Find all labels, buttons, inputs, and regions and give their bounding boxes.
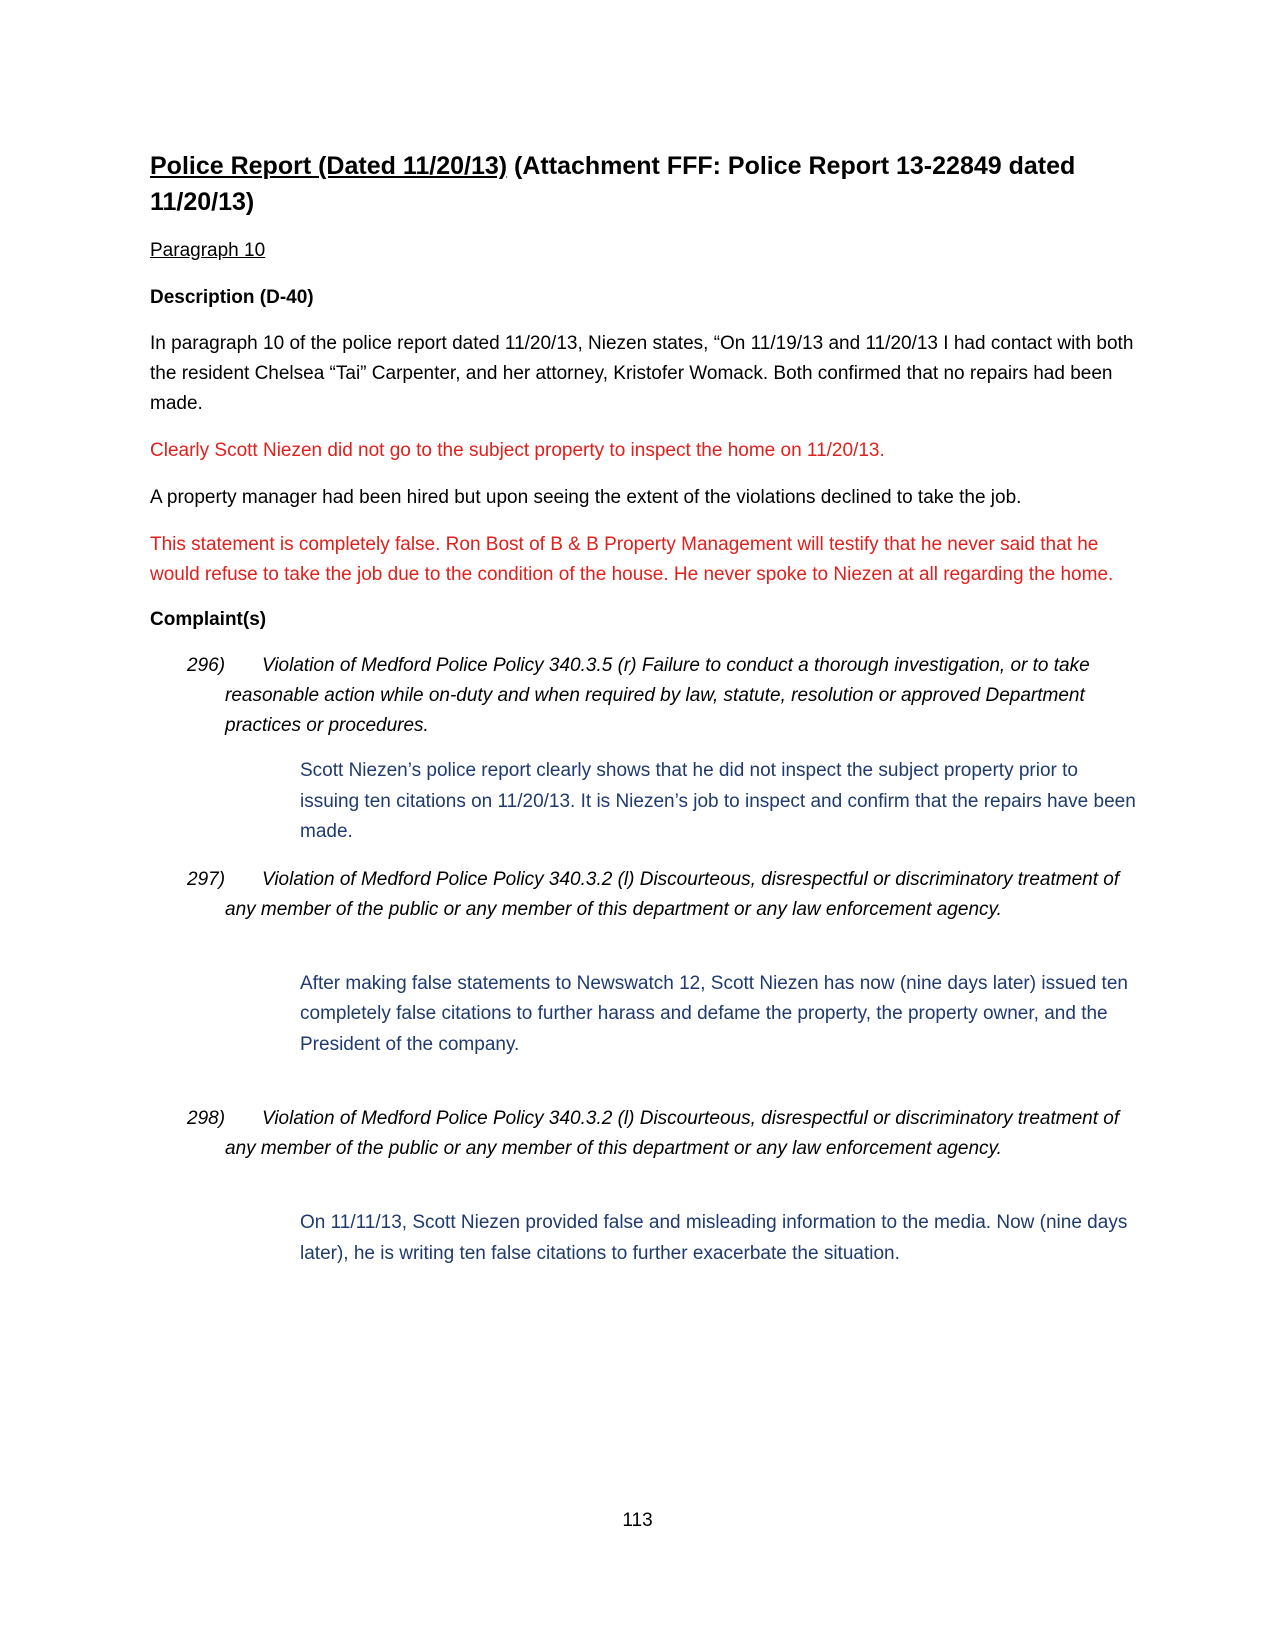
complaint-text: Violation of Medford Police Policy 340.3.2 (l) Discourteous, disrespectful or discriminatory treatment of any member of the public or any member of this department or any law enforcement agency. [225, 868, 1120, 920]
red-note-2: This statement is completely false. Ron Bost of B & B Property Management will testify that he never said that he would refuse to take the job due to the condition of the house. He never spoke to Niezen at all regarding the home. [150, 534, 1114, 585]
paragraph-label: Paragraph 10 [150, 240, 266, 261]
complaint-text: Violation of Medford Police Policy 340.3.5 (r) Failure to conduct a thorough investigation, or to take reasonable action while on-duty and when required by law, statute, resolution or approved Department practices or procedures. [225, 655, 1090, 736]
property-manager-text: A property manager had been hired but upon seeing the extent of the violations declined to take the job. [150, 487, 1022, 508]
title-underlined: Police Report (Dated 11/20/13) [150, 152, 508, 180]
red-note-1: Clearly Scott Niezen did not go to the subject property to inspect the home on 11/20/13. [150, 440, 885, 461]
complaint-number: 297) [187, 868, 226, 890]
document-page [150, 148, 1140, 1286]
complaint-text: Violation of Medford Police Policy 340.3.2 (l) Discourteous, disrespectful or discriminatory treatment of any member of the public or any member of this department or any law enforcement agency. [225, 1108, 1120, 1159]
complaint-296 [150, 651, 1140, 741]
complaint-298 [150, 1104, 1140, 1164]
complaint-number: 298) [187, 1108, 226, 1129]
description-heading: Description (D-40) [150, 287, 314, 308]
description-text: In paragraph 10 of the police report dated 11/20/13, Niezen states, “On 11/19/13 and 11/20/13 I had contact with both the resident Chelsea “Tai” Carpenter, and her attorney, Kristofer Womack. Both confirmed that no repairs had been made. [150, 333, 1134, 414]
complaints-heading: Complaint(s) [150, 609, 267, 630]
title-rest: (Attachment FFF: Police Report 13-22849 dated 11/20/13) [150, 152, 1076, 216]
complaint-response-298: On 11/11/13, Scott Niezen provided false and misleading information to the media. Now (nine days later), he is writing ten false citations to further exacerbate the situation. [300, 1212, 1128, 1264]
complaint-response-297: After making false statements to Newswatch 12, Scott Niezen has now (nine days later) issued ten completely false citations to further harass and defame the property, the property owner, and the President of the company. [300, 972, 1128, 1055]
complaint-297 [150, 865, 1140, 925]
page-title [150, 148, 1140, 220]
complaint-number: 296) [187, 655, 226, 676]
page-number: 113 [622, 1510, 653, 1531]
complaint-response-296: Scott Niezen’s police report clearly shows that he did not inspect the subject property prior to issuing ten citations on 11/20/13. It is Niezen’s job to inspect and confirm that the repairs have been made. [300, 760, 1136, 842]
